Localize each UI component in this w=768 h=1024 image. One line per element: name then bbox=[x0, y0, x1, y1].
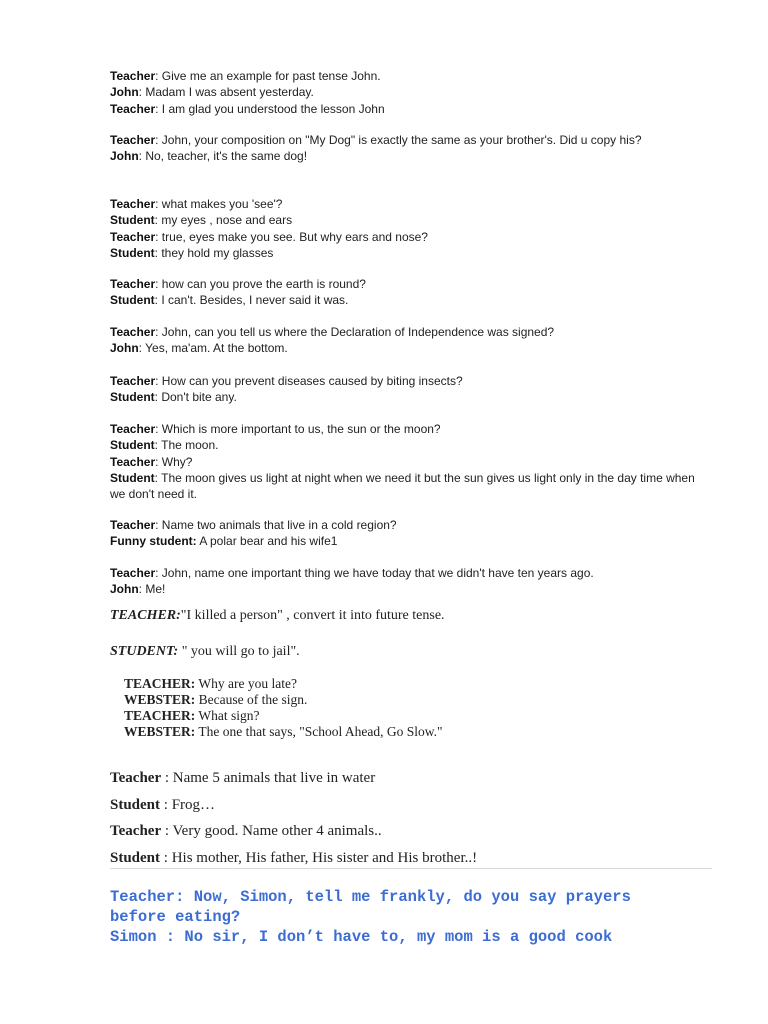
line-text: The one that says, "School Ahead, Go Slow." bbox=[195, 724, 443, 739]
joke-my-dog bbox=[110, 132, 642, 165]
dialogue-line bbox=[110, 340, 554, 356]
dialogue-line bbox=[110, 823, 382, 840]
speaker: Student bbox=[110, 438, 155, 453]
joke-frog-3 bbox=[110, 823, 382, 840]
speaker: Teacher bbox=[110, 454, 156, 469]
speaker: Teacher bbox=[110, 277, 156, 291]
joke-insects bbox=[110, 373, 463, 406]
line-text: Why are you late? bbox=[195, 676, 297, 691]
speaker: John bbox=[110, 582, 139, 597]
speaker: Teacher bbox=[110, 101, 156, 116]
speaker: Teacher bbox=[110, 69, 156, 83]
dialogue-line bbox=[110, 437, 710, 453]
dialogue-line bbox=[110, 229, 428, 245]
line-text: : His mother, His father, His sister and His brother..! bbox=[160, 850, 478, 866]
dialogue-line bbox=[124, 708, 443, 724]
line-text: : No, teacher, it's the same dog! bbox=[138, 149, 308, 164]
line-text: : Give me an example for past tense John. bbox=[155, 69, 381, 83]
dialogue-line: Teacher: Now, Simon, tell me frankly, do you say prayers bbox=[110, 888, 631, 906]
speaker: Teacher bbox=[110, 197, 156, 211]
dialogue-line bbox=[110, 533, 397, 549]
line-text: : Very good. Name other 4 animals.. bbox=[161, 823, 382, 839]
line-text: A polar bear and his wife1 bbox=[196, 534, 338, 549]
joke-sun-moon bbox=[110, 421, 710, 502]
speaker: Teacher bbox=[110, 566, 156, 580]
line-text: : The moon gives us light at night when we need it but the sun gives us light only in the day time when we don't need it. bbox=[110, 470, 695, 502]
joke-prayers bbox=[110, 887, 710, 947]
dialogue-line: before eating? bbox=[110, 908, 241, 926]
dialogue-line bbox=[110, 470, 710, 503]
joke-future-tense-2 bbox=[110, 644, 300, 660]
speaker: Student bbox=[110, 390, 155, 405]
dialogue-line bbox=[110, 517, 397, 533]
line-text: : Yes, ma'am. At the bottom. bbox=[138, 341, 288, 356]
speaker: Student bbox=[110, 797, 161, 813]
speaker: Teacher bbox=[110, 325, 156, 339]
speaker: WEBSTER: bbox=[124, 692, 196, 707]
dialogue-line bbox=[124, 676, 443, 692]
line-text: : I can't. Besides, I never said it was. bbox=[154, 293, 349, 308]
line-text: : Me! bbox=[138, 582, 166, 597]
line-text: : Madam I was absent yesterday. bbox=[138, 85, 314, 100]
speaker: Teacher bbox=[110, 374, 156, 388]
joke-future-tense-1 bbox=[110, 608, 445, 624]
joke-webster bbox=[124, 676, 443, 740]
dialogue-line bbox=[110, 292, 366, 308]
dialogue-line bbox=[110, 212, 428, 228]
dialogue-line bbox=[110, 196, 428, 212]
line-text: : Name two animals that live in a cold region? bbox=[155, 518, 397, 532]
speaker: Student bbox=[110, 213, 155, 228]
joke-earth-round bbox=[110, 276, 366, 309]
line-text: : John, can you tell us where the Declaration of Independence was signed? bbox=[155, 325, 555, 339]
dialogue-line bbox=[110, 132, 642, 148]
dialogue-line bbox=[110, 850, 477, 867]
line-text: : what makes you 'see'? bbox=[155, 197, 283, 211]
speaker: Teacher bbox=[110, 133, 156, 147]
joke-past-tense bbox=[110, 68, 385, 117]
speaker: Teacher bbox=[110, 823, 162, 839]
line-text: : Frog… bbox=[160, 797, 216, 813]
line-text: " you will go to jail". bbox=[178, 644, 300, 659]
dialogue-line bbox=[110, 324, 554, 340]
line-text: What sign? bbox=[195, 708, 260, 723]
speaker: Teacher bbox=[110, 229, 156, 244]
joke-cold-region bbox=[110, 517, 397, 550]
speaker: TEACHER: bbox=[124, 676, 196, 691]
speaker: Student bbox=[110, 245, 155, 260]
speaker: John bbox=[110, 85, 139, 100]
dialogue-line bbox=[110, 421, 710, 437]
dialogue-line bbox=[110, 148, 642, 164]
line-text: : how can you prove the earth is round? bbox=[155, 277, 366, 291]
divider bbox=[110, 868, 712, 869]
line-text: : Which is more important to us, the sun or the moon? bbox=[155, 422, 441, 436]
dialogue-line: Simon : No sir, I don’t have to, my mom is a good cook bbox=[110, 928, 613, 946]
dialogue-line bbox=[110, 389, 463, 405]
speaker: Student bbox=[110, 850, 161, 866]
speaker: Student bbox=[110, 470, 155, 485]
joke-frog-4 bbox=[110, 850, 477, 867]
dialogue-line bbox=[110, 644, 300, 660]
speaker: Teacher bbox=[110, 518, 156, 532]
joke-ten-years bbox=[110, 565, 594, 598]
speaker: TEACHER: bbox=[110, 608, 181, 623]
joke-frog-1 bbox=[110, 770, 375, 787]
dialogue-line bbox=[110, 797, 215, 814]
dialogue-line bbox=[110, 581, 594, 597]
dialogue-line bbox=[110, 454, 710, 470]
speaker: Student bbox=[110, 293, 155, 308]
joke-declaration bbox=[110, 324, 554, 357]
line-text: "I killed a person" , convert it into future tense. bbox=[180, 608, 445, 623]
speaker: Teacher bbox=[110, 422, 156, 436]
speaker: Teacher bbox=[110, 770, 162, 786]
joke-glasses bbox=[110, 196, 428, 261]
dialogue-line bbox=[110, 770, 375, 787]
line-text: : I am glad you understood the lesson John bbox=[155, 101, 385, 116]
line-text: : they hold my glasses bbox=[154, 245, 274, 260]
dialogue-line bbox=[124, 724, 443, 740]
speaker: Funny student: bbox=[110, 534, 197, 549]
line-text: : Why? bbox=[155, 454, 193, 469]
line-text: Because of the sign. bbox=[195, 692, 308, 707]
dialogue-line bbox=[110, 101, 385, 117]
dialogue-line bbox=[110, 245, 428, 261]
speaker: John bbox=[110, 341, 139, 356]
dialogue-line bbox=[110, 608, 445, 624]
speaker: John bbox=[110, 149, 139, 164]
line-text: : John, name one important thing we have today that we didn't have ten years ago. bbox=[155, 566, 594, 580]
speaker: STUDENT: bbox=[110, 644, 179, 659]
dialogue-line bbox=[110, 373, 463, 389]
dialogue-line bbox=[110, 84, 385, 100]
line-text: : true, eyes make you see. But why ears and nose? bbox=[155, 229, 428, 244]
dialogue-line bbox=[110, 565, 594, 581]
line-text: : Name 5 animals that live in water bbox=[161, 770, 376, 786]
line-text: : my eyes , nose and ears bbox=[154, 213, 293, 228]
joke-frog-2 bbox=[110, 797, 215, 814]
line-text: : The moon. bbox=[154, 438, 219, 453]
line-text: : John, your composition on "My Dog" is exactly the same as your brother's. Did u copy his? bbox=[155, 133, 642, 147]
dialogue-line bbox=[124, 692, 443, 708]
line-text: : Don't bite any. bbox=[154, 390, 237, 405]
line-text: : How can you prevent diseases caused by biting insects? bbox=[155, 374, 463, 388]
speaker: WEBSTER: bbox=[124, 724, 196, 739]
dialogue-line bbox=[110, 68, 385, 84]
speaker: TEACHER: bbox=[124, 708, 196, 723]
dialogue-line bbox=[110, 276, 366, 292]
